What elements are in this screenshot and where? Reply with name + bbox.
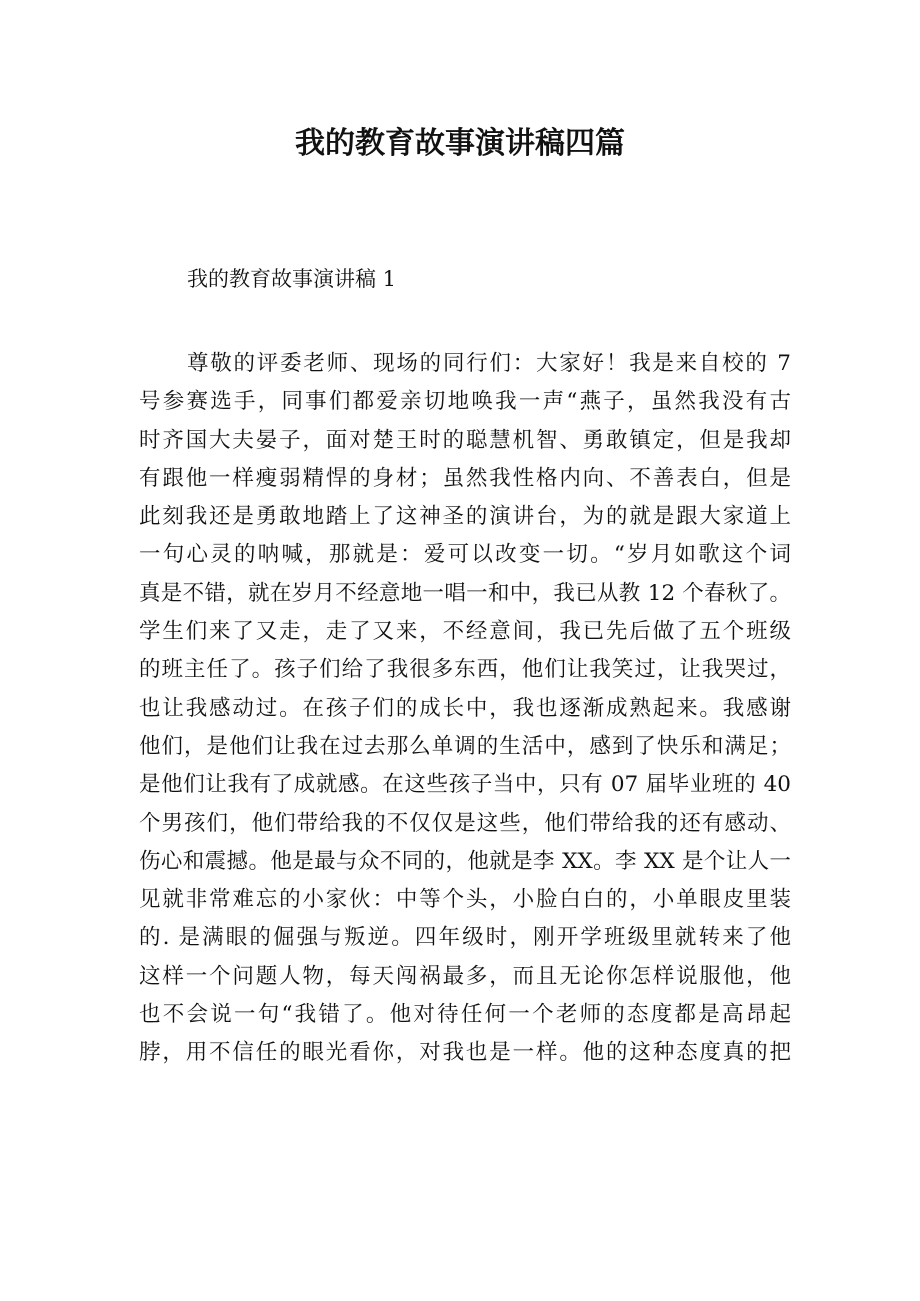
paragraph-line: 他们，是他们让我在过去那么单调的生活中，感到了快乐和满足； (139, 733, 791, 759)
paragraph-line: 是他们让我有了成就感。在这些孩子当中，只有 07 届毕业班的 40 (139, 772, 791, 798)
paragraph-line: 伤心和震撼。他是最与众不同的，他就是李 XX。李 XX 是个让人一 (139, 848, 791, 874)
paragraph-line: 时齐国大夫晏子，面对楚王时的聪慧机智、勇敢镇定，但是我却 (139, 427, 791, 453)
paragraph-line: 学生们来了又走，走了又来，不经意间，我已先后做了五个班级 (139, 619, 791, 645)
body-paragraph (139, 345, 791, 1073)
paragraph-line: 号参赛选手，同事们都爱亲切地唤我一声“燕子，虽然我没有古 (139, 389, 791, 415)
paragraph-line: 也不会说一句“我错了。他对待任何一个老师的态度都是高昂起 (139, 1002, 791, 1028)
paragraph-line: 的班主任了。孩子们给了我很多东西，他们让我笑过，让我哭过， (139, 657, 791, 683)
paragraph-line: 个男孩们，他们带给我的不仅仅是这些，他们带给我的还有感动、 (139, 810, 791, 836)
paragraph-line: 见就非常难忘的小家伙：中等个头，小脸白白的，小单眼皮里装 (139, 887, 791, 913)
paragraph-line: 有跟他一样瘦弱精悍的身材；虽然我性格内向、不善表白，但是 (139, 465, 791, 491)
document-title: 我的教育故事演讲稿四篇 (295, 126, 625, 161)
paragraph-line: 一句心灵的呐喊，那就是：爱可以改变一切。“岁月如歌这个词 (139, 542, 791, 568)
paragraph-line: 尊敬的评委老师、现场的同行们：大家好！我是来自校的 7 (187, 351, 791, 376)
paragraph-line: 也让我感动过。在孩子们的成长中，我也逐渐成熟起来。我感谢 (139, 695, 791, 721)
paragraph-line: 脖，用不信任的眼光看你，对我也是一样。他的这种态度真的把 (139, 1040, 791, 1066)
paragraph-line: 的. 是满眼的倔强与叛逆。四年级时，刚开学班级里就转来了他 (139, 925, 791, 951)
paragraph-line: 这样一个问题人物，每天闯祸最多，而且无论你怎样说服他，他 (139, 963, 791, 989)
paragraph-line: 真是不错，就在岁月不经意地一唱一和中，我已从教 12 个春秋了。 (139, 580, 791, 606)
section-subtitle: 我的教育故事演讲稿 1 (187, 267, 397, 291)
paragraph-line: 此刻我还是勇敢地踏上了这神圣的演讲台，为的就是跟大家道上 (139, 504, 791, 530)
